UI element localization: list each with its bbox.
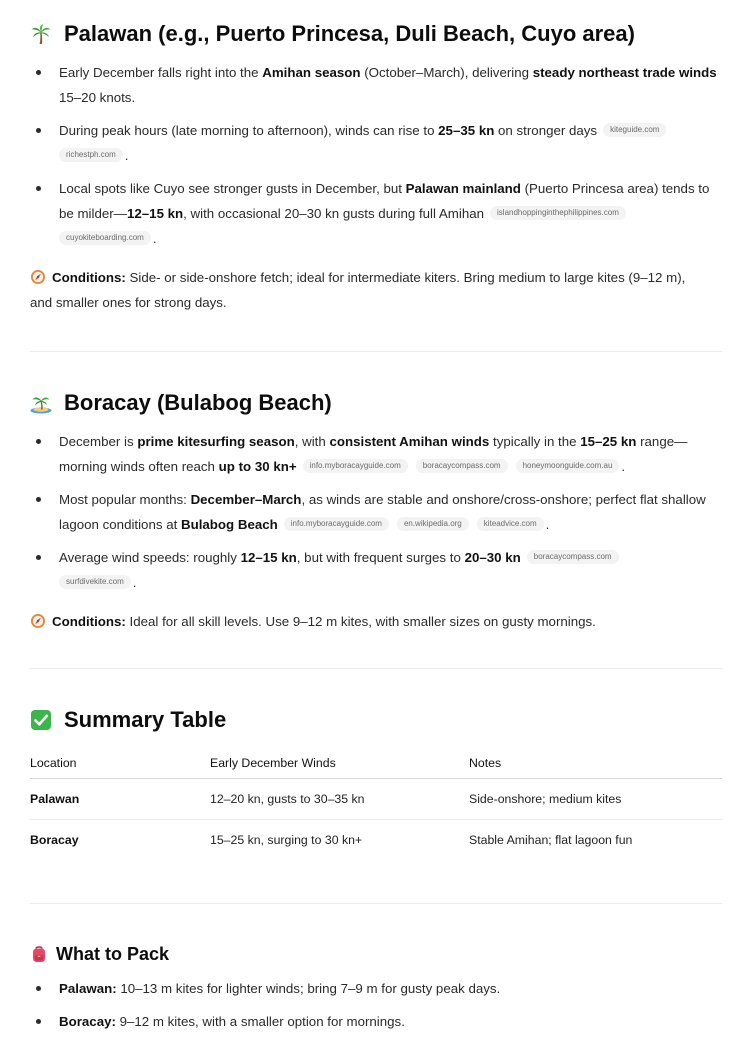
citation-chip[interactable]: richestph.com [59,148,123,162]
table-cell-winds: 12–20 kn, gusts to 30–35 kn [210,779,469,820]
text: During peak hours (late morning to afternoon), winds can rise to [59,123,439,138]
citation-chip[interactable]: boracaycompass.com [527,550,619,564]
text: . [545,517,550,532]
table-cell-location: Boracay [30,833,79,847]
text: Early December falls right into the [59,65,263,80]
section-palawan [30,20,720,315]
citation-chip[interactable]: islandhoppinginthephilippines.com [490,206,626,220]
table-cell-winds: 15–25 kn, surging to 30 kn+ [210,833,363,847]
bold-text: Amihan season [262,65,361,80]
text: (Puerto Princesa area) tends to be milder— [59,181,710,221]
bold-text: 12–15 kn [126,206,184,221]
bold-text: 25–35 kn [438,123,495,138]
citation-chip[interactable]: kiteguide.com [603,123,666,137]
citation-chip[interactable]: boracaycompass.com [416,459,508,473]
text: (October–March), delivering [360,65,533,80]
text: Local spots like Cuyo see stronger gusts in December, but [59,181,406,196]
section-title-pack: What to Pack [56,944,170,964]
bold-text: Boracay: [59,1014,116,1029]
compass-icon [30,268,46,284]
section-title-summary: Summary Table [64,707,227,732]
boracay-conditions [30,609,700,634]
bold-text: December–March [190,492,302,507]
summary-table [30,748,722,860]
compass-icon [30,612,46,628]
section-summary [30,706,722,860]
list-item [30,545,720,595]
list-item [30,429,720,479]
section-divider [30,668,722,669]
bold-text: Palawan: [59,981,117,996]
text: range—morning winds often reach [59,434,688,474]
list-item [30,487,720,537]
citation-chip[interactable]: info.myboracayguide.com [303,459,408,473]
conditions-text: Ideal for all skill levels. Use 9–12 m kites, with smaller sizes on gusty mornings. [125,614,596,629]
table-cell-location: Palawan [30,779,210,820]
text: December is [59,434,138,449]
text: , but with frequent surges to [296,550,465,565]
list-item [30,60,720,110]
section-title-palawan: Palawan (e.g., Puerto Princesa, Duli Beach, Cuyo area) [64,21,635,46]
conditions-text: Side- or side-onshore fetch; ideal for intermediate kiters. Bring medium to large kites (9–12 m), and smaller ones for strong days. [30,270,686,310]
bold-text: 20–30 kn [464,550,521,565]
text: , with [294,434,330,449]
bold-text: prime kitesurfing season [137,434,295,449]
citation-chip[interactable]: kiteadvice.com [477,517,544,531]
text: , with occasional 20–30 kn gusts during full Amihan [183,206,485,221]
text: . [124,148,129,163]
section-divider [30,351,722,352]
pack-bullet-list [30,976,720,1034]
text: 10–13 m kites for lighter winds; bring 7–9 m for gusty peak days. [116,981,501,996]
text: Most popular months: [59,492,191,507]
bold-text: Palawan mainland [405,181,521,196]
desert-island-icon [30,392,52,414]
conditions-label: Conditions: [52,270,126,285]
bold-text: Bulabog Beach [180,517,278,532]
text: 15–20 knots. [59,90,136,105]
text: . [132,575,137,590]
table-row [30,820,722,861]
backpack-icon [30,945,48,963]
section-heading-pack [30,942,720,966]
list-item [30,176,720,251]
column-header-notes: Notes [469,748,722,779]
table-header-row [30,748,722,779]
palawan-conditions [30,265,700,315]
boracay-bullet-list [30,429,720,595]
citation-chip[interactable]: surfdivekite.com [59,575,131,589]
bold-text: up to 30 kn+ [218,459,297,474]
table-cell-notes: Side-onshore; medium kites [469,779,722,820]
section-heading-boracay [30,389,720,417]
list-item [30,118,720,168]
section-boracay [30,389,720,634]
section-pack [30,942,720,1034]
text: typically in the [489,434,581,449]
citation-chip[interactable]: cuyokiteboarding.com [59,231,151,245]
section-heading-palawan [30,20,720,48]
bold-text: 15–25 kn [580,434,637,449]
bold-text: consistent Amihan winds [329,434,490,449]
column-header-location: Location [30,748,210,779]
list-item [30,1009,720,1034]
palm-tree-icon [30,23,52,45]
text: . [621,459,626,474]
section-heading-summary [30,706,722,734]
column-header-winds: Early December Winds [210,748,469,779]
text: Average wind speeds: roughly [59,550,241,565]
table-cell-notes: Stable Amihan; flat lagoon fun [469,833,633,847]
palawan-bullet-list [30,60,720,251]
bold-text: steady northeast trade winds [532,65,717,80]
text: on stronger days [494,123,598,138]
citation-chip[interactable]: info.myboracayguide.com [284,517,389,531]
conditions-label: Conditions: [52,614,126,629]
text: . [152,231,157,246]
section-title-boracay: Boracay (Bulabog Beach) [64,390,332,415]
check-mark-button-icon [30,709,52,731]
list-item [30,976,720,1001]
text: 9–12 m kites, with a smaller option for mornings. [115,1014,405,1029]
bold-text: 12–15 kn [240,550,297,565]
table-row [30,779,722,820]
citation-chip[interactable]: honeymoonguide.com.au [516,459,620,473]
section-divider [30,903,722,904]
citation-chip[interactable]: en.wikipedia.org [397,517,469,531]
text: , as winds are stable and onshore/cross-onshore; perfect flat shallow lagoon conditions at [59,492,706,532]
